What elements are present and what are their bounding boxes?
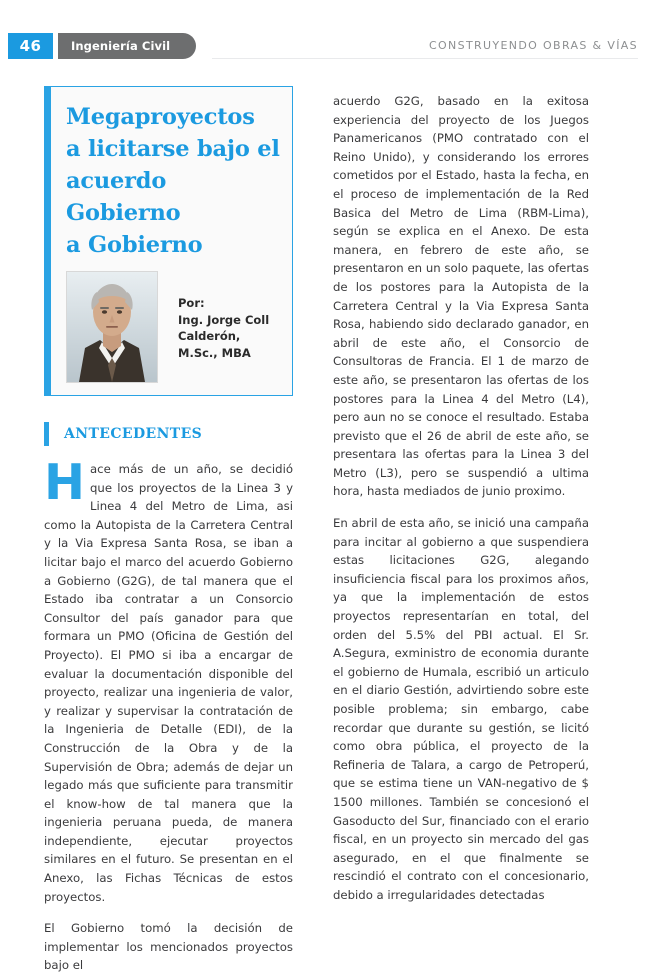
left-column	[44, 86, 293, 975]
byline-text	[178, 295, 269, 361]
byline-name-line-3: M.Sc., MBA	[178, 345, 251, 360]
article-title-line-4: a Gobierno	[66, 232, 203, 258]
byline-name-line-1: Ing. Jorge Coll	[178, 312, 270, 327]
author-portrait-image	[67, 272, 157, 382]
section-tab-ingenieria-civil: Ingeniería Civil	[58, 33, 196, 59]
article-title	[66, 101, 284, 261]
body-paragraph: acuerdo G2G, basado en la exitosa experiencia del proyecto de los Juegos Panamericanos (PMO contratado con el Reino Unido), y considerando los errores cometidos por el Estado, hasta la fecha, en el proceso de implementación de la Red Basica del Metro de Lima (RBM-Lima), según se explica en el Anexo. De esta manera, en febrero de este año, se presentaron en un solo paquete, las ofertas de los postores para la Autopista de la Carretera Central y la Via Expresa Santa Rosa, habiendo sido declarado ganador, en abril de este año, el Consorcio de Consultoras de Francia. El 1 de marzo de este año, se presentaron las ofertas de los postores para la Linea 4 del Metro (L4), pero aun no se conoce el resultado. Estaba previsto que el 26 de abril de este año, se presentara las ofertas para la Linea 3 del Metro (L3), pero se suspendió a ultima hora, hasta mediados de junio proximo.	[333, 94, 589, 499]
section-accent-bar	[44, 422, 49, 446]
section-heading-antecedentes	[44, 422, 293, 446]
header-divider	[212, 58, 638, 59]
byline-row	[66, 271, 284, 383]
body-paragraph: El Gobierno tomó la decisión de implementar los mencionados proyectos bajo el	[44, 921, 293, 973]
byline-name-line-2: Calderón,	[178, 329, 241, 343]
article-title-box	[44, 86, 293, 396]
article-title-line-1: Megaproyectos	[66, 104, 255, 130]
author-photo	[66, 271, 158, 383]
body-paragraph: Hace más de un año, se decidió que los proyectos de la Linea 3 y Linea 4 del Metro de Lima, asi como la Autopista de la Carretera Central y la Via Expresa Santa Rosa, se iban a licitar bajo el marco del acuerdo Gobierno a Gobierno (G2G), de tal manera que el Estado iba contratar a un Consorcio Consultor del país ganador para que formara un PMO (Oficina de Gestión del Proyecto). El PMO si iba a encargar de evaluar la documentación disponible del proyecto, realizar una ingenieria de valor, y realizar y supervisar la contratación de la Ingenieria de Detalle (EDI), de la Construcción de la Obra y de la Supervisión de Obra; además de dejar un legado más que suficiente para transmitir el know-how de tal manera que la ingenieria peruana pueda, de manera independiente, ejecutar proyectos similares en el futuro. Se presentan en el Anexo, las Fichas Técnicas de estos proyectos.	[44, 454, 293, 904]
page-number: 46	[8, 33, 53, 59]
article-title-line-3: acuerdo Gobierno	[66, 168, 181, 226]
byline-label: Por:	[178, 296, 205, 310]
body-paragraph: En abril de esta año, se inició una campaña para incitar al gobierno a que suspendiera estas licitaciones G2G, alegando insuficiencia fiscal para los proximos años, ya que la implementación de estos proyectos representarían en total, del orden del 5.5% del PBI actual. El Sr. A.Segura, exministro de economia durante el gobierno de Humala, escribió un articulo en el diario Gestión, advirtiendo sobre este posible problema; sin embargo, cabe recordar que durante su gestión, se licitó como obra pública, el proyecto de la Refineria de Talara, a cargo de Petroperú, que se estima tiene un VAN-negativo de $ 1500 millones. También se concesionó el Gasoducto del Sur, financiado con el erario fiscal, en un proyecto sin mercado del gas asegurado, en el que finalmente se rescindió el contrato con el concesionario, debido a irregularidades detectadas	[333, 516, 589, 902]
right-column	[333, 92, 589, 905]
section-heading-label: ANTECEDENTES	[64, 426, 203, 442]
publication-title: CONSTRUYENDO OBRAS & VÍAS	[429, 39, 638, 52]
article-title-line-2: a licitarse bajo el	[66, 136, 280, 162]
page-header	[0, 33, 650, 59]
